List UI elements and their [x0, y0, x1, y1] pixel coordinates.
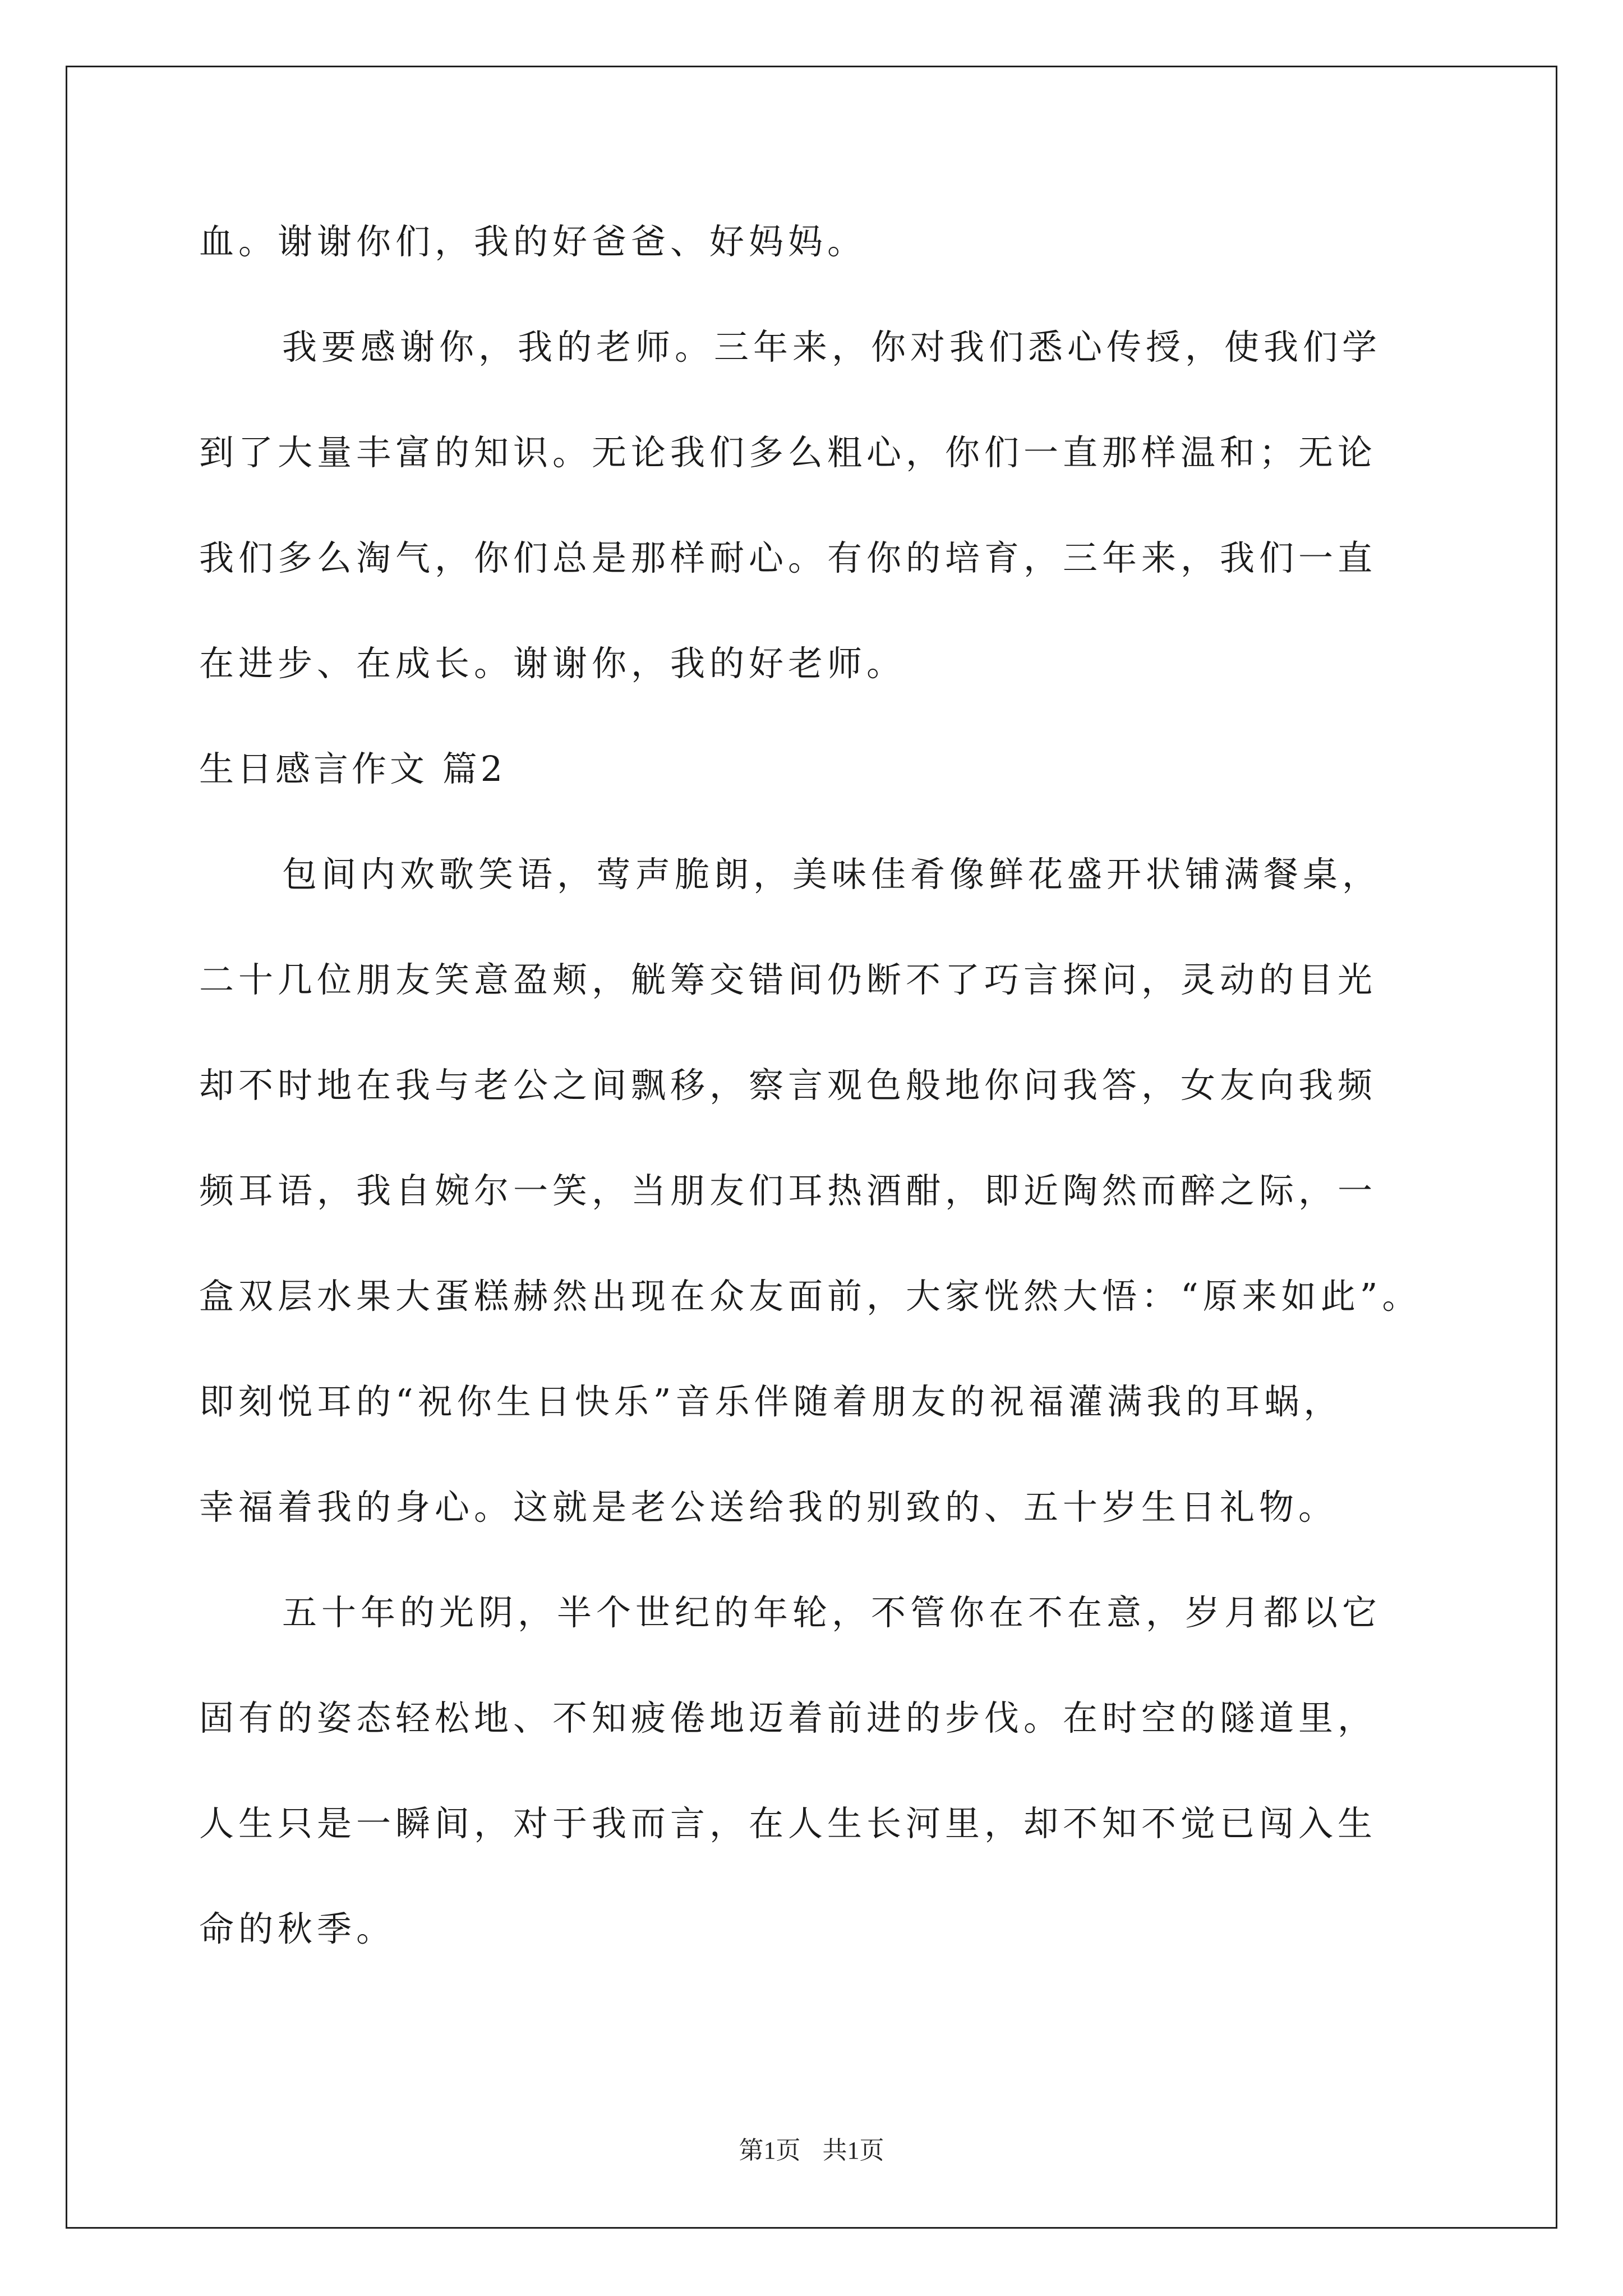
text-line-8: 二十几位朋友笑意盈颊，觥筹交错间仍断不了巧言探问，灵动的目光 [199, 959, 1377, 1000]
text-line-2: 我要感谢你，我的老师。三年来，你对我们悉心传授，使我们学 [282, 326, 1382, 367]
text-line-15: 固有的姿态轻松地、不知疲倦地迈着前进的步伐。在时空的隧道里， [199, 1697, 1377, 1738]
text-line-1: 血。谢谢你们，我的好爸爸、好妈妈。 [199, 221, 867, 262]
text-line-17: 命的秋季。 [199, 1908, 396, 1949]
document-body [199, 221, 1422, 2017]
text-line-5: 在进步、在成长。谢谢你，我的好老师。 [199, 643, 906, 684]
page-number-current: 第1页 [739, 2137, 801, 2164]
page-footer [0, 2138, 1623, 2163]
text-line-7: 包间内欢歌笑语，莺声脆朗，美味佳肴像鲜花盛开状铺满餐桌， [282, 854, 1382, 895]
text-line-14: 五十年的光阴，半个世纪的年轮，不管你在不在意，岁月都以它 [282, 1592, 1382, 1633]
page-number-total: 共1页 [822, 2137, 884, 2164]
text-line-10: 频耳语，我自婉尔一笑，当朋友们耳热酒酣，即近陶然而醉之际，一 [199, 1170, 1377, 1211]
text-line-3: 到了大量丰富的知识。无论我们多么粗心，你们一直那样温和；无论 [199, 432, 1377, 473]
text-line-4: 我们多么淘气，你们总是那样耐心。有你的培育，三年来，我们一直 [199, 537, 1377, 578]
text-line-9: 却不时地在我与老公之间飘移，察言观色般地你问我答，女友向我频 [199, 1065, 1377, 1106]
text-line-12: 即刻悦耳的“祝你生日快乐”音乐伴随着朋友的祝福灌满我的耳蜗， [199, 1381, 1343, 1422]
text-line-11: 盒双层水果大蛋糕赫然出现在众友面前，大家恍然大悟：“原来如此”。 [199, 1276, 1422, 1317]
text-line-16: 人生只是一瞬间，对于我而言，在人生长河里，却不知不觉已闯入生 [199, 1803, 1377, 1844]
text-line-13: 幸福着我的身心。这就是老公送给我的别致的、五十岁生日礼物。 [199, 1487, 1338, 1527]
section-heading: 生日感言作文 篇2 [199, 748, 506, 789]
